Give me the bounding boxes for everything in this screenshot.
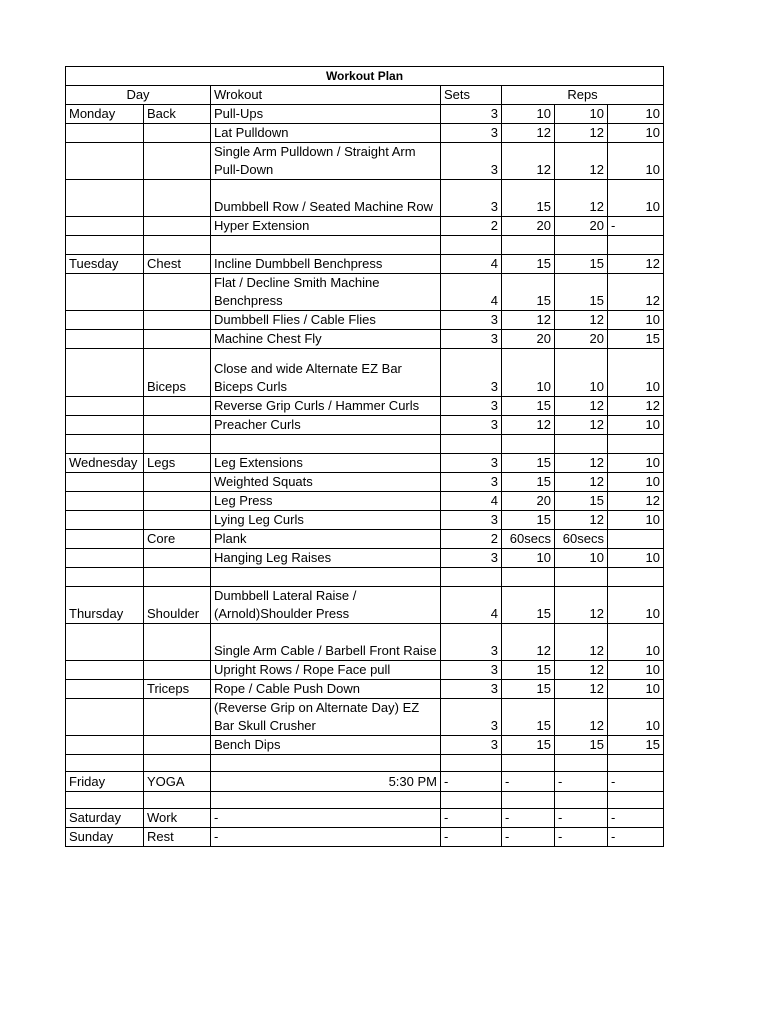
muscle-cell: Back <box>144 105 211 124</box>
reps-3-cell: 10 <box>608 624 664 661</box>
table-row <box>66 809 664 828</box>
workout-cell: Dumbbell Lateral Raise / (Arnold)Shoulder Press <box>211 587 441 624</box>
workout-cell: Leg Press <box>211 492 441 511</box>
sets-cell: 3 <box>441 699 502 736</box>
sets-cell: 3 <box>441 330 502 349</box>
workout-cell: Single Arm Pulldown / Straight Arm Pull-Down <box>211 143 441 180</box>
table-row <box>66 143 664 180</box>
reps-2-cell <box>555 568 608 587</box>
day-cell: Sunday <box>66 828 144 847</box>
reps-3-cell: 10 <box>608 661 664 680</box>
header-workout: Wrokout <box>211 86 441 105</box>
reps-2-cell: 15 <box>555 255 608 274</box>
table-row <box>66 568 664 587</box>
table-row <box>66 180 664 217</box>
table-row <box>66 435 664 454</box>
sets-cell <box>441 792 502 809</box>
reps-3-cell: 10 <box>608 416 664 435</box>
sets-cell <box>441 435 502 454</box>
day-cell <box>66 217 144 236</box>
workout-cell: Upright Rows / Rope Face pull <box>211 661 441 680</box>
workout-cell: - <box>211 809 441 828</box>
muscle-cell: YOGA <box>144 772 211 792</box>
reps-3-cell: 10 <box>608 699 664 736</box>
day-cell <box>66 661 144 680</box>
day-cell <box>66 311 144 330</box>
day-cell <box>66 549 144 568</box>
workout-cell: Dumbbell Row / Seated Machine Row <box>211 180 441 217</box>
sets-cell: 3 <box>441 624 502 661</box>
reps-2-cell: 12 <box>555 454 608 473</box>
muscle-cell <box>144 274 211 311</box>
table-row <box>66 624 664 661</box>
sets-cell: 4 <box>441 274 502 311</box>
table-row <box>66 828 664 847</box>
reps-2-cell: 12 <box>555 680 608 699</box>
sets-cell: 3 <box>441 349 502 397</box>
day-cell: Monday <box>66 105 144 124</box>
reps-1-cell: 12 <box>502 143 555 180</box>
header-sets: Sets <box>441 86 502 105</box>
reps-1-cell: 12 <box>502 311 555 330</box>
workout-cell: Hanging Leg Raises <box>211 549 441 568</box>
muscle-cell <box>144 330 211 349</box>
day-cell <box>66 330 144 349</box>
sets-cell: - <box>441 809 502 828</box>
header-reps: Reps <box>502 86 664 105</box>
reps-3-cell: 10 <box>608 680 664 699</box>
workout-cell: Single Arm Cable / Barbell Front Raise <box>211 624 441 661</box>
reps-1-cell: 15 <box>502 736 555 755</box>
reps-1-cell: 15 <box>502 180 555 217</box>
table-row <box>66 416 664 435</box>
table-row <box>66 349 664 397</box>
reps-1-cell <box>502 435 555 454</box>
reps-3-cell <box>608 530 664 549</box>
sets-cell: - <box>441 772 502 792</box>
workout-cell: Plank <box>211 530 441 549</box>
muscle-cell <box>144 217 211 236</box>
reps-2-cell <box>555 236 608 255</box>
reps-1-cell: 12 <box>502 124 555 143</box>
day-cell <box>66 680 144 699</box>
workout-cell: Preacher Curls <box>211 416 441 435</box>
table-row <box>66 699 664 736</box>
muscle-cell: Rest <box>144 828 211 847</box>
reps-1-cell: 15 <box>502 397 555 416</box>
muscle-cell <box>144 511 211 530</box>
workout-cell: Leg Extensions <box>211 454 441 473</box>
muscle-cell <box>144 699 211 736</box>
reps-1-cell <box>502 792 555 809</box>
muscle-cell <box>144 792 211 809</box>
reps-3-cell: 10 <box>608 349 664 397</box>
reps-2-cell: 12 <box>555 587 608 624</box>
table-row <box>66 511 664 530</box>
sets-cell: 4 <box>441 492 502 511</box>
sets-cell: 3 <box>441 661 502 680</box>
reps-1-cell: 15 <box>502 274 555 311</box>
reps-2-cell <box>555 755 608 772</box>
reps-1-cell: 15 <box>502 699 555 736</box>
reps-2-cell: 12 <box>555 311 608 330</box>
day-cell <box>66 397 144 416</box>
day-cell <box>66 530 144 549</box>
reps-3-cell: 10 <box>608 311 664 330</box>
reps-1-cell: 20 <box>502 217 555 236</box>
sets-cell <box>441 568 502 587</box>
table-row <box>66 105 664 124</box>
muscle-cell: Chest <box>144 255 211 274</box>
workout-cell: Bench Dips <box>211 736 441 755</box>
reps-2-cell: 12 <box>555 624 608 661</box>
reps-2-cell: 15 <box>555 492 608 511</box>
muscle-cell: Shoulder <box>144 587 211 624</box>
reps-1-cell: - <box>502 772 555 792</box>
muscle-cell <box>144 755 211 772</box>
day-cell: Wednesday <box>66 454 144 473</box>
sets-cell: 3 <box>441 680 502 699</box>
reps-2-cell: 12 <box>555 661 608 680</box>
reps-3-cell <box>608 792 664 809</box>
table-row <box>66 492 664 511</box>
reps-2-cell: 60secs <box>555 530 608 549</box>
table-row <box>66 311 664 330</box>
reps-2-cell <box>555 792 608 809</box>
sets-cell: 3 <box>441 549 502 568</box>
day-cell <box>66 274 144 311</box>
table-row <box>66 792 664 809</box>
muscle-cell <box>144 736 211 755</box>
reps-3-cell: - <box>608 217 664 236</box>
reps-2-cell: 12 <box>555 124 608 143</box>
reps-3-cell: - <box>608 772 664 792</box>
sets-cell: 3 <box>441 397 502 416</box>
muscle-cell <box>144 180 211 217</box>
sets-cell: 3 <box>441 736 502 755</box>
table-row <box>66 124 664 143</box>
reps-1-cell: 15 <box>502 587 555 624</box>
workout-cell: Machine Chest Fly <box>211 330 441 349</box>
muscle-cell <box>144 143 211 180</box>
workout-cell: Close and wide Alternate EZ Bar Biceps Curls <box>211 349 441 397</box>
workout-cell: Flat / Decline Smith Machine Benchpress <box>211 274 441 311</box>
muscle-cell <box>144 492 211 511</box>
reps-3-cell: 10 <box>608 124 664 143</box>
day-cell <box>66 492 144 511</box>
reps-2-cell: 12 <box>555 180 608 217</box>
sets-cell: 4 <box>441 587 502 624</box>
workout-cell: Hyper Extension <box>211 217 441 236</box>
sets-cell: 3 <box>441 124 502 143</box>
muscle-cell <box>144 549 211 568</box>
reps-1-cell: 15 <box>502 511 555 530</box>
workout-cell <box>211 792 441 809</box>
muscle-cell <box>144 311 211 330</box>
reps-1-cell: 15 <box>502 473 555 492</box>
reps-2-cell: - <box>555 809 608 828</box>
table-row <box>66 680 664 699</box>
reps-1-cell: 12 <box>502 624 555 661</box>
muscle-cell <box>144 416 211 435</box>
reps-3-cell: 12 <box>608 397 664 416</box>
reps-3-cell: 12 <box>608 274 664 311</box>
reps-3-cell <box>608 755 664 772</box>
reps-3-cell: 10 <box>608 549 664 568</box>
workout-cell: Incline Dumbbell Benchpress <box>211 255 441 274</box>
reps-3-cell: 10 <box>608 587 664 624</box>
table-row <box>66 755 664 772</box>
workout-cell: Lying Leg Curls <box>211 511 441 530</box>
reps-1-cell: - <box>502 828 555 847</box>
day-cell <box>66 416 144 435</box>
workout-cell <box>211 755 441 772</box>
reps-1-cell: 10 <box>502 105 555 124</box>
day-cell <box>66 624 144 661</box>
reps-3-cell: 10 <box>608 180 664 217</box>
day-cell <box>66 236 144 255</box>
muscle-cell: Biceps <box>144 349 211 397</box>
workout-cell: Pull-Ups <box>211 105 441 124</box>
table-row <box>66 236 664 255</box>
reps-2-cell: 10 <box>555 105 608 124</box>
workout-cell: Dumbbell Flies / Cable Flies <box>211 311 441 330</box>
reps-3-cell: 10 <box>608 473 664 492</box>
day-cell <box>66 473 144 492</box>
reps-1-cell: 20 <box>502 492 555 511</box>
day-cell <box>66 124 144 143</box>
reps-3-cell: 10 <box>608 511 664 530</box>
reps-2-cell: 12 <box>555 473 608 492</box>
reps-1-cell <box>502 755 555 772</box>
reps-3-cell <box>608 568 664 587</box>
day-cell <box>66 755 144 772</box>
muscle-cell <box>144 568 211 587</box>
day-cell <box>66 511 144 530</box>
workout-cell: Reverse Grip Curls / Hammer Curls <box>211 397 441 416</box>
muscle-cell <box>144 661 211 680</box>
sets-cell: 2 <box>441 217 502 236</box>
reps-2-cell: 10 <box>555 549 608 568</box>
sets-cell <box>441 755 502 772</box>
workout-cell: Rope / Cable Push Down <box>211 680 441 699</box>
day-cell: Friday <box>66 772 144 792</box>
reps-2-cell: 12 <box>555 143 608 180</box>
sets-cell: 3 <box>441 473 502 492</box>
reps-1-cell: 15 <box>502 680 555 699</box>
muscle-cell <box>144 397 211 416</box>
reps-1-cell <box>502 568 555 587</box>
workout-plan-sheet <box>65 66 663 847</box>
reps-1-cell: 15 <box>502 255 555 274</box>
reps-3-cell <box>608 236 664 255</box>
reps-2-cell: 12 <box>555 511 608 530</box>
table-row <box>66 397 664 416</box>
muscle-cell: Core <box>144 530 211 549</box>
workout-cell: - <box>211 828 441 847</box>
table-row <box>66 736 664 755</box>
workout-cell: (Reverse Grip on Alternate Day) EZ Bar Skull Crusher <box>211 699 441 736</box>
muscle-cell <box>144 236 211 255</box>
reps-2-cell: 12 <box>555 699 608 736</box>
workout-cell: Weighted Squats <box>211 473 441 492</box>
day-cell <box>66 699 144 736</box>
reps-1-cell: 20 <box>502 330 555 349</box>
muscle-cell: Triceps <box>144 680 211 699</box>
reps-2-cell: 15 <box>555 274 608 311</box>
reps-2-cell: 20 <box>555 217 608 236</box>
sheet-title: Workout Plan <box>66 67 664 86</box>
muscle-cell <box>144 435 211 454</box>
reps-1-cell: 10 <box>502 549 555 568</box>
table-row <box>66 473 664 492</box>
table-row <box>66 587 664 624</box>
reps-3-cell <box>608 435 664 454</box>
sets-cell: 3 <box>441 511 502 530</box>
day-cell: Saturday <box>66 809 144 828</box>
table-row <box>66 330 664 349</box>
reps-3-cell: - <box>608 809 664 828</box>
table-row <box>66 772 664 792</box>
workout-cell <box>211 435 441 454</box>
reps-2-cell: - <box>555 828 608 847</box>
table-row <box>66 530 664 549</box>
table-row <box>66 661 664 680</box>
reps-1-cell: - <box>502 809 555 828</box>
workout-cell <box>211 236 441 255</box>
sets-cell: 3 <box>441 105 502 124</box>
day-cell: Tuesday <box>66 255 144 274</box>
sets-cell: 3 <box>441 454 502 473</box>
workout-cell: 5:30 PM <box>211 772 441 792</box>
reps-1-cell: 10 <box>502 349 555 397</box>
table-row <box>66 217 664 236</box>
table-row <box>66 255 664 274</box>
table-row <box>66 454 664 473</box>
reps-2-cell: 12 <box>555 397 608 416</box>
reps-2-cell <box>555 435 608 454</box>
sets-cell: 2 <box>441 530 502 549</box>
sets-cell: 3 <box>441 311 502 330</box>
sets-cell: 3 <box>441 180 502 217</box>
workout-cell <box>211 568 441 587</box>
muscle-cell: Legs <box>144 454 211 473</box>
table-row <box>66 274 664 311</box>
reps-3-cell: 15 <box>608 736 664 755</box>
reps-1-cell <box>502 236 555 255</box>
workout-plan-table <box>65 66 664 847</box>
day-cell <box>66 568 144 587</box>
day-cell <box>66 736 144 755</box>
reps-2-cell: 10 <box>555 349 608 397</box>
muscle-cell <box>144 473 211 492</box>
workout-cell: Lat Pulldown <box>211 124 441 143</box>
day-cell: Thursday <box>66 587 144 624</box>
table-row <box>66 549 664 568</box>
muscle-cell: Work <box>144 809 211 828</box>
day-cell <box>66 792 144 809</box>
day-cell <box>66 435 144 454</box>
reps-2-cell: 20 <box>555 330 608 349</box>
day-cell <box>66 143 144 180</box>
reps-3-cell: 10 <box>608 143 664 180</box>
reps-1-cell: 60secs <box>502 530 555 549</box>
muscle-cell <box>144 624 211 661</box>
day-cell <box>66 349 144 397</box>
sets-cell: 4 <box>441 255 502 274</box>
reps-3-cell: 10 <box>608 454 664 473</box>
reps-2-cell: 15 <box>555 736 608 755</box>
day-cell <box>66 180 144 217</box>
reps-1-cell: 15 <box>502 661 555 680</box>
reps-1-cell: 15 <box>502 454 555 473</box>
sets-cell: - <box>441 828 502 847</box>
sets-cell: 3 <box>441 143 502 180</box>
header-day: Day <box>66 86 211 105</box>
reps-1-cell: 12 <box>502 416 555 435</box>
reps-2-cell: 12 <box>555 416 608 435</box>
reps-3-cell: 10 <box>608 105 664 124</box>
reps-3-cell: - <box>608 828 664 847</box>
sets-cell: 3 <box>441 416 502 435</box>
sets-cell <box>441 236 502 255</box>
reps-3-cell: 15 <box>608 330 664 349</box>
muscle-cell <box>144 124 211 143</box>
reps-2-cell: - <box>555 772 608 792</box>
reps-3-cell: 12 <box>608 255 664 274</box>
reps-3-cell: 12 <box>608 492 664 511</box>
